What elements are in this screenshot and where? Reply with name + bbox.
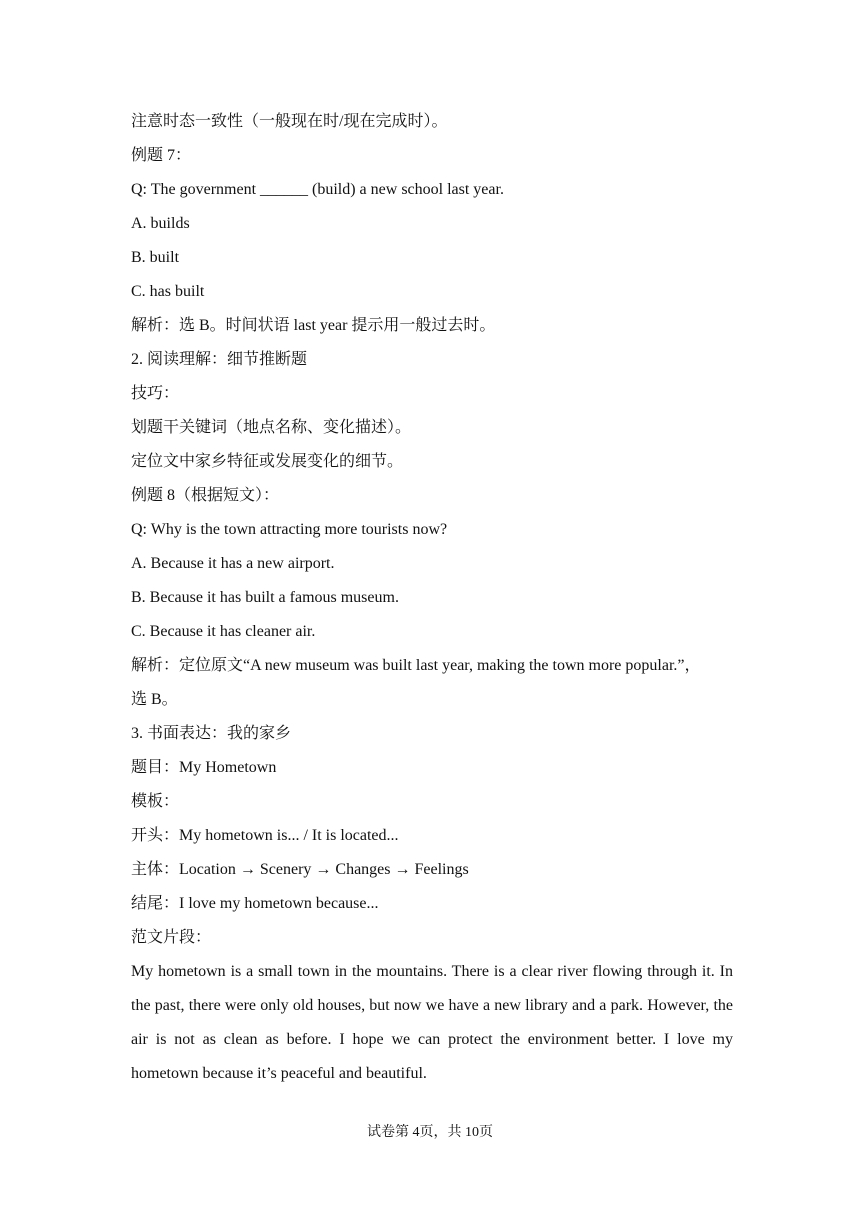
tip-1: 划题干关键词（地点名称、变化描述）。	[131, 419, 412, 436]
example-8-option-b: B. Because it has built a famous museum.	[131, 589, 399, 606]
tense-note: 注意时态一致性（一般现在时/现在完成时）。	[131, 113, 448, 130]
template-body: 主体：Location → Scenery → Changes → Feelings	[131, 861, 469, 878]
sample-essay-label: 范文片段：	[131, 929, 212, 946]
section-3-heading: 3. 书面表达：我的家乡	[131, 725, 292, 742]
example-8-heading: 例题 8（根据短文）：	[131, 487, 280, 504]
essay-topic: 题目：My Hometown	[131, 759, 277, 776]
sample-essay-paragraph: My hometown is a small town in the mountains. There is a clear river flowing through it. In the past, there were only old houses, but now we have a new library and a park. However, the air is not as clean as before. I hope we can protect the environment better. I love my hometown because it’s peaceful and beautiful.	[131, 963, 733, 1082]
example-7-option-a: A. builds	[131, 215, 190, 232]
example-7-question: Q: The government ______ (build) a new school last year.	[131, 181, 504, 198]
template-opening: 开头：My hometown is... / It is located...	[131, 827, 399, 844]
tips-label: 技巧：	[131, 385, 180, 402]
section-2-heading: 2. 阅读理解：细节推断题	[131, 351, 308, 368]
example-7-option-b: B. built	[131, 249, 180, 266]
example-8-answer: 选 B。	[131, 691, 178, 708]
page-footer: 试卷第 4页，共 10页	[367, 1125, 493, 1140]
example-7-analysis: 解析：选 B。时间状语 last year 提示用一般过去时。	[131, 317, 496, 334]
tip-2: 定位文中家乡特征或发展变化的细节。	[131, 453, 404, 470]
example-8-analysis: 解析：定位原文“A new museum was built last year, making the town more popular.”，	[131, 657, 701, 674]
page-content	[131, 105, 733, 1091]
template-label: 模板：	[131, 793, 180, 810]
example-8-question: Q: Why is the town attracting more tourists now?	[131, 521, 448, 538]
example-7-heading: 例题 7：	[131, 147, 192, 164]
template-ending: 结尾：I love my hometown because...	[131, 895, 379, 912]
example-8-option-a: A. Because it has a new airport.	[131, 555, 335, 572]
example-7-option-c: C. has built	[131, 283, 205, 300]
example-8-option-c: C. Because it has cleaner air.	[131, 623, 316, 640]
